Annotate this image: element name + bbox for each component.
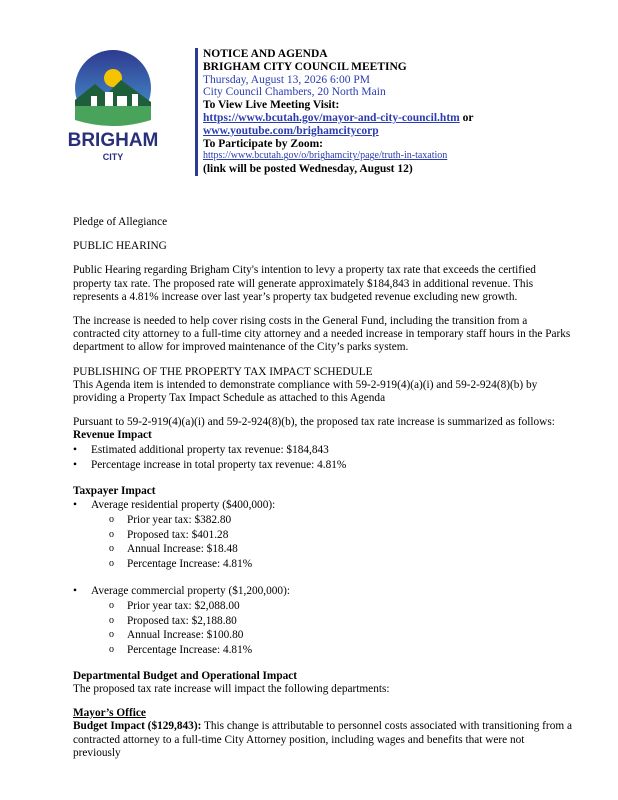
list-item: • Percentage increase in total property tax revenue: 4.81%	[73, 459, 573, 472]
list-item: o Annual Increase: $100.80	[109, 629, 573, 642]
header-divider	[195, 48, 198, 176]
dept-para: The proposed tax rate increase will impact the following departments:	[73, 682, 390, 695]
header-text	[203, 48, 473, 176]
list-item: o Annual Increase: $18.48	[109, 543, 573, 556]
list-item: o Proposed tax: $401.28	[109, 529, 573, 542]
notice-title: NOTICE AND AGENDA	[203, 48, 328, 60]
brigham-city-logo	[55, 48, 175, 166]
schedule-para: This Agenda item is intended to demonstrate compliance with 59-2-919(4)(a)(i) and 59-2-924(8)(b) by providing a Property Tax Impact Schedule as attached to this Agenda	[73, 378, 538, 405]
revenue-heading: Revenue Impact	[73, 429, 152, 442]
public-hearing-para-1: Public Hearing regarding Brigham City's intention to levy a property tax rate that exceeds the certified property tax rate. The proposed rate will generate approximately $184,843 in additional revenue. This represents a 4.81% increase over last year’s property tax budgeted revenue excluding new growth.	[73, 264, 536, 303]
budget-impact-text: This change is attributable to personnel costs associated with transitioning from a contracted attorney to a full-time City Attorney position, including wages and benefits that were not previously	[73, 720, 572, 759]
or-text: or	[459, 111, 474, 124]
list-item: • Estimated additional property tax revenue: $184,843	[73, 444, 573, 457]
mayor-office-heading: Mayor’s Office	[73, 707, 146, 720]
list-item: • Average commercial property ($1,200,000):	[73, 585, 573, 598]
pledge: Pledge of Allegiance	[73, 216, 168, 228]
taxpayer-list-residential	[73, 499, 573, 512]
public-hearing-heading: PUBLIC HEARING	[73, 240, 167, 253]
zoom-label: To Participate by Zoom:	[203, 137, 323, 150]
taxpayer-heading: Taxpayer Impact	[73, 484, 156, 497]
taxpayer-list-commercial	[73, 585, 573, 598]
logo-subtext: CITY	[102, 152, 124, 162]
budget-impact-para	[73, 720, 573, 760]
residential-sublist	[73, 514, 573, 571]
schedule-heading: PUBLISHING OF THE PROPERTY TAX IMPACT SCHEDULE	[73, 365, 373, 378]
logo-text: BRIGHAM	[67, 130, 159, 151]
agenda-body	[73, 216, 573, 760]
list-item: o Prior year tax: $382.80	[109, 514, 573, 527]
pursuant-para: Pursuant to 59-2-919(4)(a)(i) and 59-2-924(8)(b), the proposed tax rate increase is summarized as follows:	[73, 416, 555, 429]
meeting-title: BRIGHAM CITY COUNCIL MEETING	[203, 60, 407, 73]
council-link[interactable]: https://www.bcutah.gov/mayor-and-city-council.htm	[203, 111, 460, 124]
budget-impact-label: Budget Impact ($129,843):	[73, 720, 202, 733]
link-note: (link will be posted Wednesday, August 12)	[203, 163, 413, 176]
revenue-list	[73, 444, 573, 472]
notice-header	[55, 48, 575, 178]
meeting-datetime: Thursday, August 13, 2026 6:00 PM	[203, 73, 370, 86]
list-item: o Percentage Increase: 4.81%	[109, 644, 573, 657]
dept-heading: Departmental Budget and Operational Impact	[73, 669, 298, 682]
public-hearing-para-2: The increase is needed to help cover rising costs in the General Fund, including the transition from a contracted city attorney to a full-time city attorney and a needed increase in temporary staff hours in the Parks department to allow for improved maintenance of the City’s parks system.	[73, 315, 571, 354]
meeting-location: City Council Chambers, 20 North Main	[203, 86, 386, 99]
list-item: o Percentage Increase: 4.81%	[109, 558, 573, 571]
list-item: • Average residential property ($400,000):	[73, 499, 573, 512]
list-item: o Prior year tax: $2,088.00	[109, 600, 573, 613]
live-meeting-label: To View Live Meeting Visit:	[203, 99, 340, 112]
youtube-link[interactable]: www.youtube.com/brighamcitycorp	[203, 124, 379, 137]
list-item: o Proposed tax: $2,188.80	[109, 615, 573, 628]
commercial-sublist	[73, 600, 573, 657]
zoom-link[interactable]: https://www.bcutah.gov/o/brighamcity/page/truth-in-taxation	[203, 150, 448, 162]
